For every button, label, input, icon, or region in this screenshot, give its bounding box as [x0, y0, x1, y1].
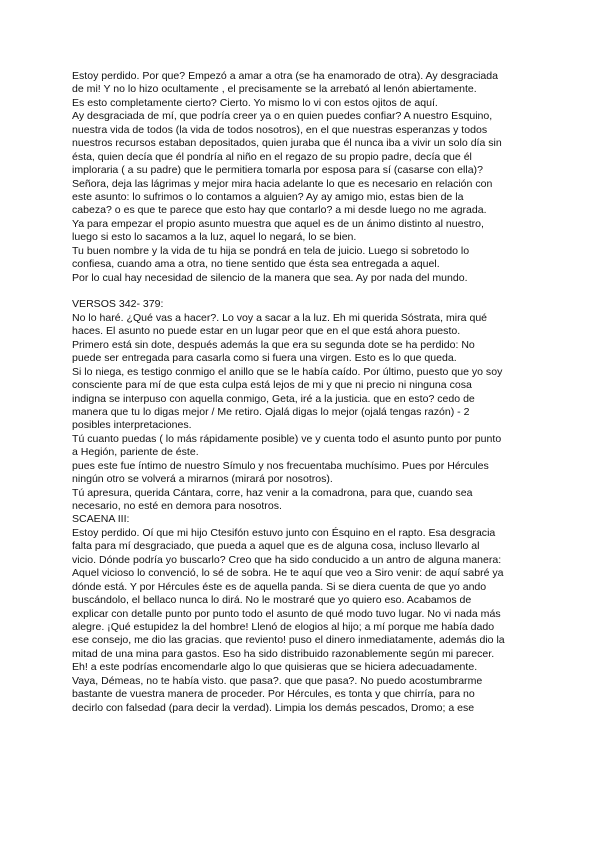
text-line: Estoy perdido. Oí que mi hijo Ctesifón estuvo junto con Ésquino en el rapto. Esa desgracia	[72, 526, 496, 539]
text-line: Es esto completamente cierto? Cierto. Yo mismo lo vi con estos ojitos de aquí.	[72, 96, 438, 109]
text-line: pues este fue íntimo de nuestro Símulo y nos frecuentaba muchísimo. Pues por Hércules	[72, 459, 489, 472]
text-line: Vaya, Démeas, no te había visto. que pasa?. que que pasa?. No puedo acostumbrarme	[72, 674, 483, 687]
text-line: bastante de vuestra manera de proceder. Por Hércules, es tonta y que chirría, para no	[72, 688, 475, 701]
text-line: alegre. ¡Qué estupidez la del hombre! Llenó de elogios al hijo; a mí porque me había dado	[72, 620, 495, 633]
text-line: Estoy perdido. Por que? Empezó a amar a otra (se ha enamorado de otra). Ay desgraciada	[72, 70, 499, 82]
text-line: Tu buen nombre y la vida de tu hija se pondrá en tela de juicio. Luego si sobretodo lo	[72, 244, 470, 257]
text-line: No lo haré. ¿Qué vas a hacer?. Lo voy a sacar a la luz. Eh mi querida Sóstrata, mira qué	[72, 311, 488, 324]
text-line: decirlo con falsedad (para decir la verdad). Limpia los demás pescados, Dromo; a ese	[72, 701, 475, 714]
text-line: Ay desgraciada de mí, que podría creer ya o en quien puedes confiar? A nuestro Esquino,	[72, 110, 493, 123]
text-line: VERSOS 342- 379:	[72, 298, 164, 311]
blank-line	[72, 285, 522, 298]
text-line: confiesa, cuando ama a otra, no tiene sentido que ésta sea entregada a aquel.	[72, 258, 440, 271]
text-line: ningún otro se volverá a mirarnos (mirará por nosotros).	[72, 473, 333, 486]
text-line: explicar con detalle punto por punto todo el asunto de qué modo tuvo lugar. No vi nada más	[72, 607, 501, 620]
text-line: Tú cuanto puedas ( lo más rápidamente posible) ve y cuenta todo el asunto punto por punto	[72, 432, 502, 445]
text-line: Tú apresura, querida Cántara, corre, haz venir a la comadrona, para que, cuando sea	[72, 486, 473, 499]
text-line: haces. El asunto no puede estar en un lugar peor que en el que está ahora puesto.	[72, 325, 461, 338]
text-line: consciente para mí de que esta culpa está lejos de mi y que ni precio ni ninguna cosa	[72, 379, 472, 392]
text-line: Primero está sin dote, después además la que era su segunda dote se ha perdido: No	[72, 338, 475, 351]
text-line: indigna se interpuso con aquella conmigo, Geta, iré a la justicia. que en esto? cedo de	[72, 392, 475, 405]
text-line: falta para mí desgraciado, que pueda a aquel que es de alguna cosa, incluso llevarlo al	[72, 540, 480, 553]
text-line: nuestra vida de todos (la vida de todos nosotros), en el que nuestras esperanzas y todos	[72, 123, 488, 136]
text-line: ésta, quien decía que él pondría al niño en el regazo de su propio padre, decía que él	[72, 150, 472, 163]
text-line: Eh! a este podrías encomendarle algo lo que quisieras que se hiciera adecuadamente.	[72, 661, 478, 674]
text-line: luego si esto lo sacamos a la luz, aquel lo negará, lo se bien.	[72, 231, 357, 244]
text-line: Si lo niega, es testigo conmigo el anillo que se le había caído. Por último, puesto que yo soy	[72, 365, 503, 378]
text-line: buscándolo, el bellaco nunca lo dirá. No le mostraré que yo quiero eso. Acabamos de	[72, 594, 472, 607]
text-line: de mi! Y no lo hizo ocultamente , el precisamente se la arrebató al lenón abiertamente.	[72, 83, 477, 96]
text-line: Ya para empezar el propio asunto muestra que aquel es de un ánimo distinto al nuestro,	[72, 217, 484, 230]
text-line: nuestros recursos estaban depositados, quien juraba que él nunca iba a vivir un solo día sin	[72, 137, 502, 150]
text-line: puede ser entregada para casarla como si fuera una virgen. Esto es lo que queda.	[72, 352, 457, 365]
text-line: necesario, no esté en demora para nosotros.	[72, 500, 282, 512]
text-line: a Hegión, pariente de éste.	[72, 446, 199, 459]
text-line: ese consejo, me dio las gracias. que reviento! puso el dinero inmediatamente, además dio la	[72, 634, 505, 647]
text-line: manera que tu lo digas mejor / Me retiro. Ojalá digas lo mejor (ojalá tengas razón) - 2	[72, 405, 470, 418]
text-line: cabeza? o es que te parece que esto hay que contarlo? a mi desde luego no me agrada.	[72, 204, 487, 217]
document-body	[72, 70, 522, 715]
text-line: vicio. Dónde podría yo buscarlo? Creo que ha sido conducido a un antro de alguna manera:	[72, 553, 502, 566]
text-line: Señora, deja las lágrimas y mejor mira hacia adelante lo que es necesario en relación con	[72, 177, 493, 190]
text-line: dónde está. Y por Hércules éste es de aquella panda. Si se diera cuenta de que yo ando	[72, 580, 487, 593]
text-line: este asunto: lo sufrimos o lo contamos a alguien? Ay ay amigo mio, estas bien de la	[72, 190, 464, 203]
text-line: SCAENA III:	[72, 513, 130, 526]
text-line: mitad de una mina para gastos. Eso ha sido distribuido razonablemente según mi parecer.	[72, 647, 495, 660]
text-line: Aquel vicioso lo convenció, lo sé de sobra. He te aquí que veo a Siro venir: de aquí sabré ya	[72, 567, 504, 580]
text-line: Por lo cual hay necesidad de silencio de la manera que sea. Ay por nada del mundo.	[72, 271, 468, 284]
text-line: posibles interpretaciones.	[72, 419, 192, 432]
text-line: imploraria ( a su padre) que le permitiera tomarla por esposa para sí (casarse con ella)?	[72, 164, 483, 177]
